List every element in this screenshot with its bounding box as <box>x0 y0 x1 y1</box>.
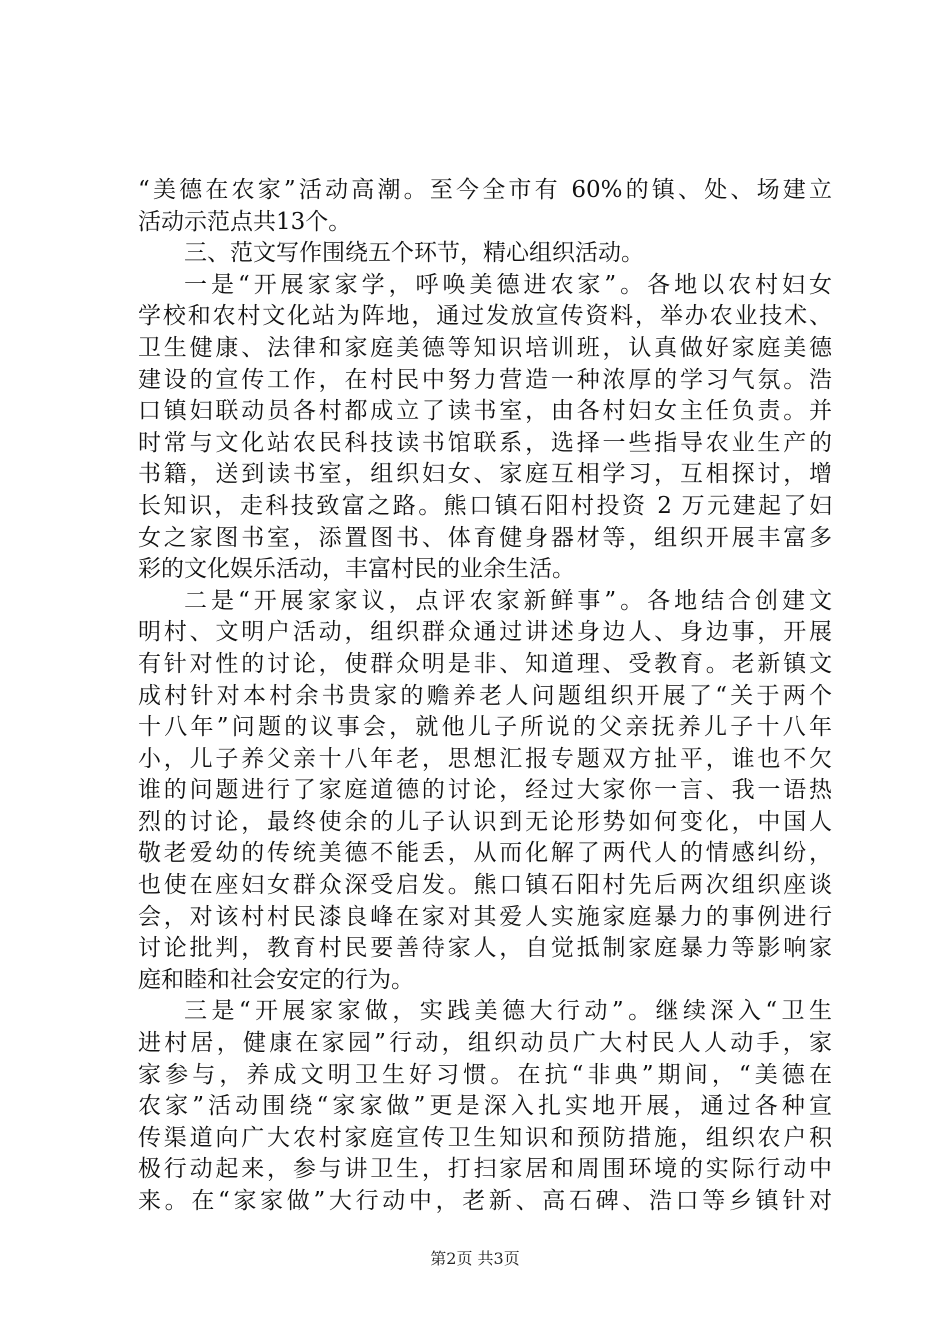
document-body <box>138 175 832 1218</box>
text-line: 谁的问题进行了家庭道德的讨论，经过大家你一言、我一语热 <box>138 777 832 804</box>
text-line: 学校和农村文化站为阵地，通过发放宣传资料，举办农业技术、 <box>138 303 832 330</box>
text-line: 极行动起来，参与讲卫生，打扫家居和周围环境的实际行动中 <box>138 1156 832 1183</box>
text-line: 十八年”问题的议事会，就他儿子所说的父亲抚养儿子十八年 <box>138 714 832 741</box>
text-line: 一是“开展家家学，呼唤美德进农家”。各地以农村妇女 <box>184 271 832 298</box>
text-line: 家参与，养成文明卫生好习惯。在抗“非典”期间，“美德在 <box>138 1061 832 1088</box>
text-line: 活动示范点共13个。 <box>138 208 352 235</box>
text-line: 三、范文写作围绕五个环节，精心组织活动。 <box>184 240 644 267</box>
text-line: 时常与文化站农民科技读书馆联系，选择一些指导农业生产的 <box>138 429 832 456</box>
text-line: 会，对该村村民漆良峰在家对其爱人实施家庭暴力的事例进行 <box>138 903 832 930</box>
text-line: 建设的宣传工作，在村民中努力营造一种浓厚的学习气氛。浩 <box>138 366 832 393</box>
text-line: 女之家图书室，添置图书、体育健身器材等，组织开展丰富多 <box>138 524 832 551</box>
text-line: 传渠道向广大农村家庭宣传卫生知识和预防措施，组织农户积 <box>138 1124 832 1151</box>
text-line: 来。在“家家做”大行动中，老新、高石碑、浩口等乡镇针对 <box>138 1188 832 1214</box>
text-line: 烈的讨论，最终使余的儿子认识到无论形势如何变化，中国人 <box>138 808 832 835</box>
text-line: 农家”活动围绕“家家做”更是深入扎实地开展，通过各种宣 <box>138 1093 832 1120</box>
text-line: 有针对性的讨论，使群众明是非、知道理、受教育。老新镇文 <box>138 650 832 677</box>
text-line: 讨论批判，教育村民要善待家人，自觉抵制家庭暴力等影响家 <box>138 935 832 962</box>
text-line: 二是“开展家家议，点评农家新鲜事”。各地结合创建文 <box>184 587 832 614</box>
text-line: 口镇妇联动员各村都成立了读书室，由各村妇女主任负责。并 <box>138 398 832 425</box>
text-line: “美德在农家”活动高潮。至今全市有 60%的镇、处、场建立 <box>138 177 832 203</box>
text-line: 庭和睦和社会安定的行为。 <box>138 966 414 993</box>
page-footer: 第2页 共3页 <box>430 1249 520 1268</box>
text-line: 进村居，健康在家园”行动，组织动员广大村民人人动手，家 <box>138 1030 832 1057</box>
text-line: 书籍，送到读书室，组织妇女、家庭互相学习，互相探讨，增 <box>138 461 832 488</box>
text-line: 敬老爱幼的传统美德不能丢，从而化解了两代人的情感纠纷， <box>138 840 832 867</box>
text-line: 三是“开展家家做，实践美德大行动”。继续深入“卫生 <box>184 998 832 1025</box>
text-line: 成村针对本村余书贵家的赡养老人问题组织开展了“关于两个 <box>138 682 832 709</box>
text-line: 彩的文化娱乐活动，丰富村民的业余生活。 <box>138 556 575 583</box>
text-line: 也使在座妇女群众深受启发。熊口镇石阳村先后两次组织座谈 <box>138 872 832 899</box>
text-line: 明村、文明户活动，组织群众通过讲述身边人、身边事，开展 <box>138 619 832 646</box>
text-line: 卫生健康、法律和家庭美德等知识培训班，认真做好家庭美德 <box>138 334 832 361</box>
text-line: 长知识，走科技致富之路。熊口镇石阳村投资 2 万元建起了妇 <box>138 492 832 519</box>
text-line: 小，儿子养父亲十八年老，思想汇报专题双方扯平，谁也不欠 <box>138 745 832 772</box>
